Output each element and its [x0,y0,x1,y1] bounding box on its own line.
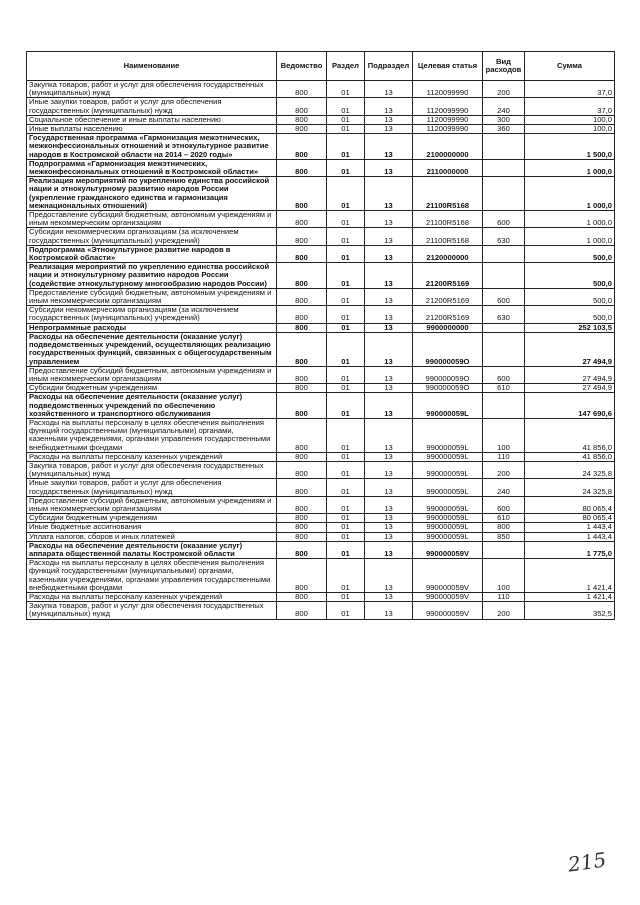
budget-table [26,51,615,620]
table-row [27,541,615,558]
cell-name: Предоставление субсидий бюджетным, автономным учреждениям и иным некоммерческим организациям [27,211,277,228]
cell-name: Реализация мероприятий по укреплению единства российской нации и этнокультурному развитию народов России (содействие этнокультурному многообразию народов России) [27,263,277,289]
cell-name: Реализация мероприятий по укреплению единства российской нации и этнокультурному развитию народов России (укрепление гражданского единства и гармонизация межнациональных отношений) [27,177,277,211]
cell-subsection: 13 [365,159,413,176]
cell-subsection: 13 [365,366,413,383]
cell-name: Расходы на обеспечение деятельности (оказание услуг) аппарата общественной палаты Костромской области [27,541,277,558]
cell-section: 01 [327,125,365,134]
cell-department: 800 [277,245,327,262]
cell-expense-type: 850 [483,532,525,541]
cell-department: 800 [277,532,327,541]
cell-amount: 1 000,0 [525,177,615,211]
cell-department: 800 [277,418,327,452]
cell-amount: 100,0 [525,125,615,134]
cell-section: 01 [327,452,365,461]
cell-target-item: 990000059V [413,541,483,558]
table-row [27,159,615,176]
table-row [27,228,615,245]
cell-amount: 1 000,0 [525,211,615,228]
table-row [27,211,615,228]
cell-name: Расходы на выплаты персоналу казенных учреждений [27,452,277,461]
cell-name: Расходы на обеспечение деятельности (оказание услуг) подведомственных учреждений по обеспечению хозяйственного и транспортного обслуживания [27,393,277,419]
cell-amount: 147 690,6 [525,393,615,419]
cell-target-item: 2120000000 [413,245,483,262]
cell-name: Иные закупки товаров, работ и услуг для обеспечения государственных (муниципальных) нужд [27,98,277,115]
cell-section: 01 [327,479,365,496]
cell-subsection: 13 [365,134,413,160]
cell-target-item: 990000059L [413,523,483,532]
cell-amount: 41 856,0 [525,452,615,461]
cell-expense-type [483,177,525,211]
cell-department: 800 [277,81,327,98]
cell-subsection: 13 [365,263,413,289]
table-row [27,366,615,383]
cell-target-item: 990000059L [413,461,483,478]
cell-expense-type: 360 [483,125,525,134]
cell-department: 800 [277,496,327,513]
cell-name: Субсидии бюджетным учреждениям [27,384,277,393]
cell-amount: 500,0 [525,245,615,262]
cell-department: 800 [277,479,327,496]
cell-amount: 24 325,8 [525,479,615,496]
cell-expense-type: 110 [483,452,525,461]
cell-target-item: 1120099990 [413,81,483,98]
table-row [27,245,615,262]
cell-section: 01 [327,384,365,393]
cell-department: 800 [277,115,327,124]
table-row [27,125,615,134]
cell-target-item: 990000059O [413,332,483,366]
cell-subsection: 13 [365,115,413,124]
cell-target-item: 990000059L [413,393,483,419]
cell-department: 800 [277,288,327,305]
cell-subsection: 13 [365,323,413,332]
cell-target-item: 21100R5168 [413,228,483,245]
cell-name: Предоставление субсидий бюджетным, автономным учреждениям и иным некоммерческим организациям [27,496,277,513]
cell-name: Предоставление субсидий бюджетным, автономным учреждениям и иным некоммерческим организациям [27,366,277,383]
cell-expense-type [483,134,525,160]
cell-subsection: 13 [365,306,413,323]
cell-amount: 27 494,9 [525,332,615,366]
cell-section: 01 [327,323,365,332]
cell-target-item: 990000059L [413,496,483,513]
table-row [27,523,615,532]
cell-department: 800 [277,523,327,532]
table-row [27,323,615,332]
cell-subsection: 13 [365,514,413,523]
cell-expense-type: 300 [483,115,525,124]
cell-subsection: 13 [365,332,413,366]
cell-section: 01 [327,496,365,513]
cell-subsection: 13 [365,384,413,393]
cell-section: 01 [327,532,365,541]
cell-name: Иные бюджетные ассигнования [27,523,277,532]
col-header-section: Раздел [327,52,365,81]
col-header-subsection: Подраздел [365,52,413,81]
cell-name: Расходы на выплаты персоналу казенных учреждений [27,592,277,601]
cell-expense-type: 110 [483,592,525,601]
cell-section: 01 [327,245,365,262]
cell-section: 01 [327,602,365,619]
table-row [27,332,615,366]
cell-section: 01 [327,541,365,558]
cell-amount: 27 494,9 [525,384,615,393]
cell-department: 800 [277,323,327,332]
cell-subsection: 13 [365,479,413,496]
cell-department: 800 [277,228,327,245]
cell-section: 01 [327,332,365,366]
cell-department: 800 [277,332,327,366]
cell-department: 800 [277,306,327,323]
cell-target-item: 990000059O [413,366,483,383]
cell-amount: 1 000,0 [525,159,615,176]
table-row [27,532,615,541]
cell-name: Субсидии некоммерческим организациям (за исключением государственных (муниципальных) учреждений) [27,306,277,323]
cell-target-item: 1120099990 [413,98,483,115]
col-header-expense-type: Вид расходов [483,52,525,81]
cell-subsection: 13 [365,532,413,541]
cell-target-item: 21200R5169 [413,263,483,289]
table-row [27,461,615,478]
col-header-name: Наименование [27,52,277,81]
table-row [27,496,615,513]
cell-department: 800 [277,559,327,593]
cell-section: 01 [327,211,365,228]
cell-expense-type [483,159,525,176]
cell-target-item: 990000059V [413,592,483,601]
cell-subsection: 13 [365,288,413,305]
cell-target-item: 1120099990 [413,115,483,124]
cell-section: 01 [327,134,365,160]
cell-section: 01 [327,514,365,523]
cell-name: Подпрограмма «Гармонизация межэтнических, межконфессиональных отношений в Костромской области» [27,159,277,176]
col-header-target-item: Целевая статья [413,52,483,81]
cell-expense-type: 600 [483,211,525,228]
cell-expense-type: 200 [483,81,525,98]
cell-expense-type [483,541,525,558]
cell-target-item: 21100R5168 [413,177,483,211]
table-row [27,288,615,305]
cell-section: 01 [327,592,365,601]
table-row [27,602,615,619]
cell-department: 800 [277,541,327,558]
cell-target-item: 9900000000 [413,323,483,332]
cell-name: Закупка товаров, работ и услуг для обеспечения государственных (муниципальных) нужд [27,461,277,478]
cell-subsection: 13 [365,592,413,601]
cell-amount: 252 103,5 [525,323,615,332]
cell-section: 01 [327,418,365,452]
table-row [27,393,615,419]
cell-subsection: 13 [365,228,413,245]
cell-expense-type: 240 [483,98,525,115]
cell-subsection: 13 [365,393,413,419]
cell-expense-type [483,245,525,262]
cell-target-item: 990000059L [413,514,483,523]
cell-target-item: 990000059V [413,602,483,619]
cell-department: 800 [277,159,327,176]
cell-subsection: 13 [365,98,413,115]
table-row [27,134,615,160]
cell-amount: 37,0 [525,81,615,98]
cell-subsection: 13 [365,452,413,461]
cell-department: 800 [277,592,327,601]
cell-amount: 1 421,4 [525,559,615,593]
cell-name: Расходы на обеспечение деятельности (оказание услуг) подведомственных учреждений, осуществляющих реализацию государственных функций, связанных с общегосударственным управлением [27,332,277,366]
cell-subsection: 13 [365,245,413,262]
table-row [27,418,615,452]
cell-name: Субсидии бюджетным учреждениям [27,514,277,523]
cell-amount: 1 000,0 [525,228,615,245]
cell-subsection: 13 [365,541,413,558]
cell-name: Государственная программа «Гармонизация межэтнических, межконфессиональных отношений и этнокультурное развитие народов в Костромской области на 2014 – 2020 годы» [27,134,277,160]
cell-department: 800 [277,177,327,211]
cell-amount: 1 443,4 [525,523,615,532]
cell-expense-type: 610 [483,384,525,393]
handwritten-page-number: 215 [566,847,608,877]
cell-name: Подпрограмма «Этнокультурное развитие народов в Костромской области» [27,245,277,262]
table-row [27,592,615,601]
cell-expense-type [483,393,525,419]
cell-amount: 80 065,4 [525,514,615,523]
cell-section: 01 [327,115,365,124]
cell-target-item: 990000059V [413,559,483,593]
cell-subsection: 13 [365,177,413,211]
cell-section: 01 [327,559,365,593]
cell-amount: 1 775,0 [525,541,615,558]
cell-name: Закупка товаров, работ и услуг для обеспечения государственных (муниципальных) нужд [27,602,277,619]
cell-amount: 37,0 [525,98,615,115]
cell-section: 01 [327,366,365,383]
cell-name: Расходы на выплаты персоналу в целях обеспечения выполнения функций государственными (муниципальными) органами, казенными учреждениями, органами управления государственными внебюджетными фондами [27,418,277,452]
cell-subsection: 13 [365,211,413,228]
cell-section: 01 [327,98,365,115]
cell-name: Непрограммные расходы [27,323,277,332]
cell-department: 800 [277,134,327,160]
cell-section: 01 [327,306,365,323]
cell-amount: 1 421,4 [525,592,615,601]
table-row [27,559,615,593]
cell-department: 800 [277,384,327,393]
col-header-amount: Сумма [525,52,615,81]
cell-expense-type: 100 [483,418,525,452]
table-row [27,452,615,461]
cell-section: 01 [327,177,365,211]
cell-target-item: 1120099990 [413,125,483,134]
cell-target-item: 990000059L [413,479,483,496]
cell-department: 800 [277,461,327,478]
cell-subsection: 13 [365,496,413,513]
table-row [27,263,615,289]
cell-name: Расходы на выплаты персоналу в целях обеспечения выполнения функций государственными (муниципальными) органами, казенными учреждениями, органами управления государственными внебюджетными фондами [27,559,277,593]
cell-subsection: 13 [365,559,413,593]
table-row [27,115,615,124]
cell-expense-type [483,323,525,332]
cell-subsection: 13 [365,418,413,452]
cell-department: 800 [277,393,327,419]
cell-target-item: 990000059L [413,532,483,541]
cell-expense-type: 100 [483,559,525,593]
table-row [27,98,615,115]
cell-target-item: 990000059O [413,384,483,393]
cell-amount: 41 856,0 [525,418,615,452]
cell-expense-type: 600 [483,366,525,383]
table-header-row [27,52,615,81]
cell-department: 800 [277,366,327,383]
table-body [27,81,615,620]
cell-department: 800 [277,263,327,289]
cell-department: 800 [277,452,327,461]
cell-name: Иные выплаты населению [27,125,277,134]
cell-section: 01 [327,288,365,305]
cell-subsection: 13 [365,523,413,532]
cell-amount: 500,0 [525,306,615,323]
cell-expense-type: 200 [483,602,525,619]
cell-name: Предоставление субсидий бюджетным, автономным учреждениям и иным некоммерческим организациям [27,288,277,305]
cell-name: Субсидии некоммерческим организациям (за исключением государственных (муниципальных) учреждений) [27,228,277,245]
budget-table-sheet [26,51,614,620]
cell-amount: 1 443,4 [525,532,615,541]
cell-amount: 352,5 [525,602,615,619]
cell-department: 800 [277,98,327,115]
cell-expense-type: 610 [483,514,525,523]
cell-target-item: 2110000000 [413,159,483,176]
cell-subsection: 13 [365,602,413,619]
cell-department: 800 [277,125,327,134]
cell-expense-type: 630 [483,306,525,323]
col-header-department: Ведомство [277,52,327,81]
table-row [27,177,615,211]
cell-section: 01 [327,523,365,532]
cell-amount: 80 065,4 [525,496,615,513]
cell-target-item: 21200R5169 [413,288,483,305]
cell-expense-type: 630 [483,228,525,245]
table-row [27,306,615,323]
cell-department: 800 [277,211,327,228]
cell-target-item: 2100000000 [413,134,483,160]
cell-expense-type: 600 [483,288,525,305]
cell-expense-type: 200 [483,461,525,478]
cell-section: 01 [327,81,365,98]
cell-subsection: 13 [365,461,413,478]
cell-expense-type [483,263,525,289]
cell-subsection: 13 [365,125,413,134]
cell-amount: 27 494,9 [525,366,615,383]
cell-department: 800 [277,602,327,619]
cell-name: Иные закупки товаров, работ и услуг для обеспечения государственных (муниципальных) нужд [27,479,277,496]
table-row [27,384,615,393]
cell-department: 800 [277,514,327,523]
cell-expense-type: 240 [483,479,525,496]
cell-amount: 100,0 [525,115,615,124]
cell-expense-type [483,332,525,366]
table-row [27,479,615,496]
cell-section: 01 [327,228,365,245]
table-row [27,514,615,523]
cell-target-item: 21100R5168 [413,211,483,228]
cell-section: 01 [327,393,365,419]
cell-expense-type: 600 [483,496,525,513]
cell-target-item: 990000059L [413,418,483,452]
cell-name: Уплата налогов, сборов и иных платежей [27,532,277,541]
cell-amount: 24 325,8 [525,461,615,478]
cell-amount: 500,0 [525,288,615,305]
cell-amount: 1 500,0 [525,134,615,160]
cell-subsection: 13 [365,81,413,98]
table-row [27,81,615,98]
cell-target-item: 21200R5169 [413,306,483,323]
cell-name: Закупка товаров, работ и услуг для обеспечения государственных (муниципальных) нужд [27,81,277,98]
cell-amount: 500,0 [525,263,615,289]
cell-expense-type: 800 [483,523,525,532]
cell-section: 01 [327,461,365,478]
cell-target-item: 990000059L [413,452,483,461]
cell-section: 01 [327,159,365,176]
cell-name: Социальное обеспечение и иные выплаты населению [27,115,277,124]
cell-section: 01 [327,263,365,289]
